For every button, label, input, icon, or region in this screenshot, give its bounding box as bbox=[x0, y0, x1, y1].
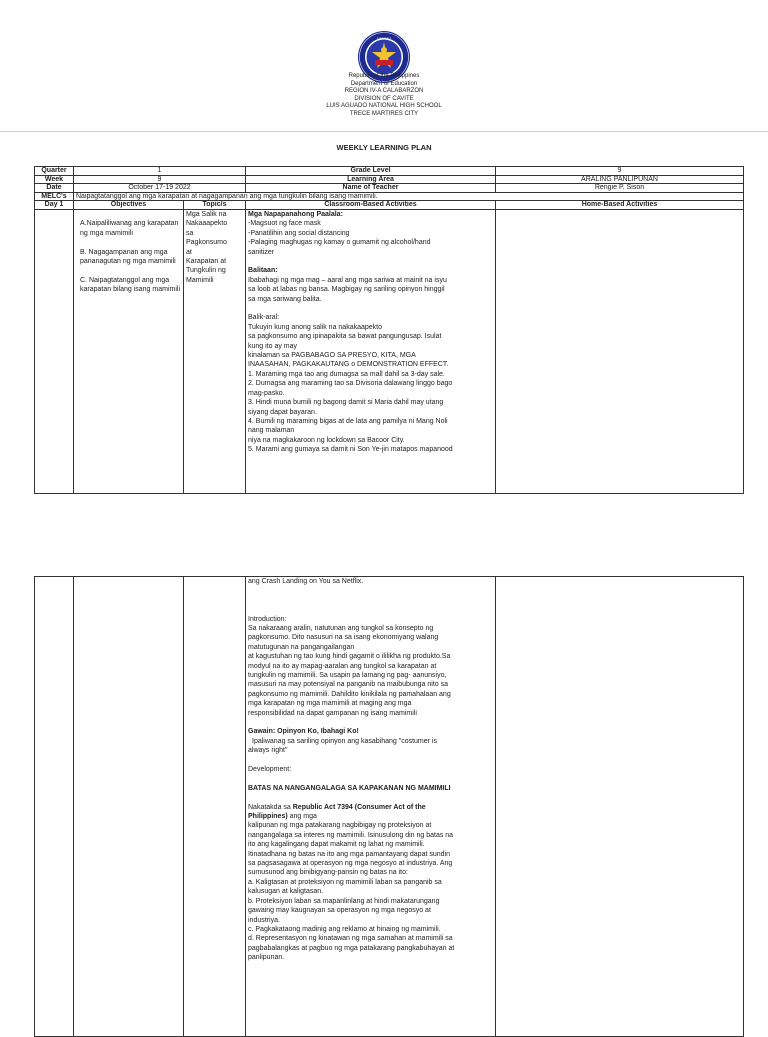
balitaan-title: Balitaan: bbox=[248, 267, 278, 275]
batas-title: BATAS NA NANGANGALAGA SA KAPAKANAN NG MAMIMILI bbox=[248, 784, 451, 792]
topics-header: Topic/s bbox=[184, 201, 246, 210]
objectives-header: Objectives bbox=[74, 201, 184, 210]
quarter-value: 1 bbox=[74, 167, 246, 176]
paalala-line: -Palaging maghugas ng kamay o gumamit ng alcohol/hand bbox=[248, 239, 431, 247]
balikaral-line: 3. Hindi muna bumili ng bagong damit si Maria dahil may utang bbox=[248, 399, 444, 407]
melc-value: Naipagtatanggol ang mga karapatan at nagagampanan ang mga tungkulin bilang isang mamimili. bbox=[74, 192, 744, 201]
batas-line: d. Representasyon ng kinatawan ng mga samahan at mamimili sa bbox=[248, 935, 453, 943]
paalala-line: sanitizer bbox=[248, 248, 275, 256]
gawain-line: Ipaliwanag sa sariling opinyon ang kasabihang "costumer is bbox=[252, 737, 437, 745]
header-line: Republic of the Philippines bbox=[348, 73, 420, 79]
header-line: LUIS AGUADO NATIONAL HIGH SCHOOL bbox=[326, 103, 442, 110]
intro-line: masusuri na may potensiyal na panganib na maibubunga nito sa bbox=[248, 681, 449, 689]
topic-line: Mamimili bbox=[186, 276, 214, 284]
batas-line: a. Kaligtasan at proteksiyon ng mamimili laban sa panganib sa bbox=[248, 878, 442, 886]
republic-act-line-2 bbox=[248, 812, 493, 821]
batas-line: gawaing may kaugnayan sa operasyon ng mga negosyo at bbox=[248, 907, 431, 915]
home-cell bbox=[496, 577, 744, 1037]
ra-post: ang mga bbox=[287, 813, 317, 821]
objective-item: B. Nagagampanan ang mga pananagutan ng mga mamimili bbox=[80, 248, 176, 265]
plan-table-page-2 bbox=[34, 576, 744, 1037]
batas-line: industriya. bbox=[248, 916, 280, 924]
intro-line: mga karapatan ng mga mamimili at maging ang mga bbox=[248, 700, 412, 708]
classroom-cell bbox=[246, 210, 496, 494]
area-value: ARALING PANLIPUNAN bbox=[496, 175, 744, 184]
balikaral-line: mag-pasko. bbox=[248, 389, 285, 397]
objective-item: A.Naipaliliwanag ang karapatan ng mga mamimili bbox=[80, 220, 179, 237]
day-cell bbox=[35, 577, 74, 1037]
classroom-cell bbox=[246, 577, 496, 1037]
home-cell bbox=[496, 210, 744, 494]
plan-table-page-1 bbox=[34, 166, 744, 494]
objectives-cell bbox=[74, 577, 184, 1037]
balikaral-line: 4. Bumili ng maraming bigas at de lata ang pamilya ni Mang Noli bbox=[248, 417, 448, 425]
week-label: Week bbox=[35, 175, 74, 184]
balitaan-line: Ibabahagi ng mga mag – aaral ang mga sariwa at mainit na isyu bbox=[248, 276, 447, 284]
development-label: Development: bbox=[248, 766, 292, 774]
balikaral-line: INAASAHAN, PAGKAKAUTANG o DEMONSTRATION EFFECT. bbox=[248, 361, 449, 369]
home-header: Home-Based Activities bbox=[496, 201, 744, 210]
header-line: Department of Education bbox=[350, 80, 418, 87]
topic-line: at bbox=[186, 248, 192, 256]
svg-text:• • • • • •: • • • • • • bbox=[377, 35, 391, 40]
topic-line: Pagkonsumo bbox=[186, 239, 227, 247]
batas-line: pagbabalangkas at pagbuo ng mga patakarang pangkabuhayan at bbox=[248, 944, 455, 952]
header-line: REGION IV-A CALABARZON bbox=[344, 88, 424, 95]
topic-line: Mga Salik na bbox=[186, 211, 227, 218]
intro-line: responsibilidad na dapat gampanan ng isang mamimili bbox=[248, 709, 417, 717]
balitaan-line: sa mga sariwang balita. bbox=[248, 295, 322, 303]
date-label: Date bbox=[35, 184, 74, 193]
gawain-line: always right" bbox=[248, 747, 288, 755]
balikaral-line: nang malaman bbox=[248, 427, 295, 435]
topic-line: Karapatan at bbox=[186, 258, 227, 266]
day-cell bbox=[35, 210, 74, 494]
quarter-label: Quarter bbox=[35, 167, 74, 176]
topics-cell bbox=[184, 210, 246, 494]
area-label: Learning Area bbox=[246, 175, 496, 184]
topic-line: Nakaaapekto bbox=[186, 220, 228, 228]
balikaral-line: sa pagkonsumo ang ipinapakita sa bawat pangungusap. Isulat bbox=[248, 333, 442, 341]
melc-label: MELC's bbox=[35, 192, 74, 201]
balikaral-line: siyang dapat bayaran. bbox=[248, 408, 317, 416]
teacher-value: Rengie P. Sison bbox=[496, 184, 744, 193]
page-title: WEEKLY LEARNING PLAN bbox=[336, 143, 432, 152]
ra-bold: Republic Act 7394 (Consumer Act of the bbox=[292, 803, 426, 811]
balikaral-line: 5. Marami ang gumaya sa damit ni Son Ye-jin matapos mapanood bbox=[248, 446, 453, 454]
ra-pre: Nakatakda sa bbox=[248, 803, 293, 811]
batas-line: nangangalaga sa interes ng mamimili. Isinusulong din ng batas na bbox=[248, 831, 454, 839]
paalala-title: Mga Napapanahong Paalala: bbox=[248, 211, 343, 218]
intro-line: modyul na ito ay mapag-aaralan ang tungkol sa karapatan at bbox=[248, 662, 437, 670]
topic-line: Tungkulin ng bbox=[186, 267, 226, 275]
grade-label: Grade Level bbox=[246, 167, 496, 176]
paalala-line: -Panatilihin ang social distancing bbox=[248, 229, 350, 237]
grade-value: 9 bbox=[496, 167, 744, 176]
day-header: Day 1 bbox=[35, 201, 74, 210]
batas-line: sa pagsasagawa at operasyon ng mga negosyo at industriya. Ang bbox=[248, 860, 453, 868]
gawain-title: Gawain: Opinyon Ko, Ibahagi Ko! bbox=[248, 728, 359, 736]
ra-bold-2: Philippines) bbox=[248, 813, 288, 821]
batas-line: Itinatadhana ng batas na ito ang mga pamantayang dapat sundin bbox=[248, 850, 450, 858]
batas-line: panlipunan. bbox=[248, 954, 285, 962]
balitaan-line: sa loob at labas ng bansa. Magbigay ng sariling opinyon hinggil bbox=[248, 286, 445, 294]
objectives-cell bbox=[74, 210, 184, 494]
intro-line: Sa nakaraang aralin, natutunan ang tungkol sa konsepto ng bbox=[248, 624, 434, 632]
intro-line: pagkonsumo. Dito nasusuri na sa isang ekonomiyang walang bbox=[248, 634, 439, 642]
balikaral-line: kung ito ay may bbox=[248, 342, 298, 350]
objective-item: C. Naipagtatanggol ang mga karapatan bilang isang mamimili bbox=[80, 276, 180, 294]
intro-line: Introduction: bbox=[248, 615, 287, 623]
balikaral-line: niya na magkakaroon ng lockdown sa Bacoor City. bbox=[248, 436, 405, 444]
header-line: TRECE MARTIRES CITY bbox=[349, 110, 419, 117]
header-divider bbox=[0, 131, 768, 132]
intro-line: tungkulin ng mamimili. Sa usapin pa lamang ng pag- aanunsiyo, bbox=[248, 672, 447, 680]
batas-line: kalipunan ng mga patakarang nagbibigay ng proteksiyon at bbox=[248, 822, 432, 830]
date-value: October 17-19 2022 bbox=[74, 184, 246, 193]
batas-line: ito ang kagalingang dapat makamit ng lahat ng mamimili. bbox=[248, 841, 425, 849]
batas-line: kalusugan at kaligtasan. bbox=[248, 888, 324, 896]
continued-line: ang Crash Landing on You sa Netflix. bbox=[248, 578, 364, 585]
week-value: 9 bbox=[74, 175, 246, 184]
balikaral-line: Tukuyin kung anong salik na nakakaapekto bbox=[248, 323, 382, 331]
intro-line: pagkonsumo ng mamimili. Dahildito kinikilala ng pamahalaan ang bbox=[248, 690, 451, 698]
republic-act-line bbox=[248, 803, 493, 812]
batas-line: c. Pagkakataong madinig ang reklamo at hinaing ng mamimili. bbox=[248, 925, 441, 933]
classroom-header: Classroom-Based Activities bbox=[246, 201, 496, 210]
batas-line: b. Proteksiyon laban sa mapanlinlang at hindi makatarungang bbox=[248, 897, 440, 905]
teacher-label: Name of Teacher bbox=[246, 184, 496, 193]
paalala-line: -Magsuot ng face mask bbox=[248, 220, 321, 228]
batas-line: sumusunod ang binibigyang-pansin ng batas na ito: bbox=[248, 869, 408, 877]
intro-line: matutugunan na pangangailangan bbox=[248, 643, 355, 651]
intro-line: at kagustuhan ng tao kung hindi gagamit o ililikha ng produkto.Sa bbox=[248, 653, 451, 661]
balikaral-line: kinalaman sa PAGBABAGO SA PRESYO, KITA, MGA bbox=[248, 352, 416, 360]
school-header bbox=[0, 73, 768, 119]
header-line: DIVISION OF CAVITE bbox=[354, 95, 414, 102]
balikaral-line: 2. Dumagsa ang maraming tao sa Divisoria dalawang linggo bago bbox=[248, 380, 453, 388]
balikaral-line: 1. Maraming mga tao ang dumagsa sa mall dahil sa 3-day sale. bbox=[248, 370, 445, 378]
topic-line: sa bbox=[186, 229, 194, 237]
balikaral-line: Balik-aral: bbox=[248, 314, 280, 322]
topics-cell bbox=[184, 577, 246, 1037]
